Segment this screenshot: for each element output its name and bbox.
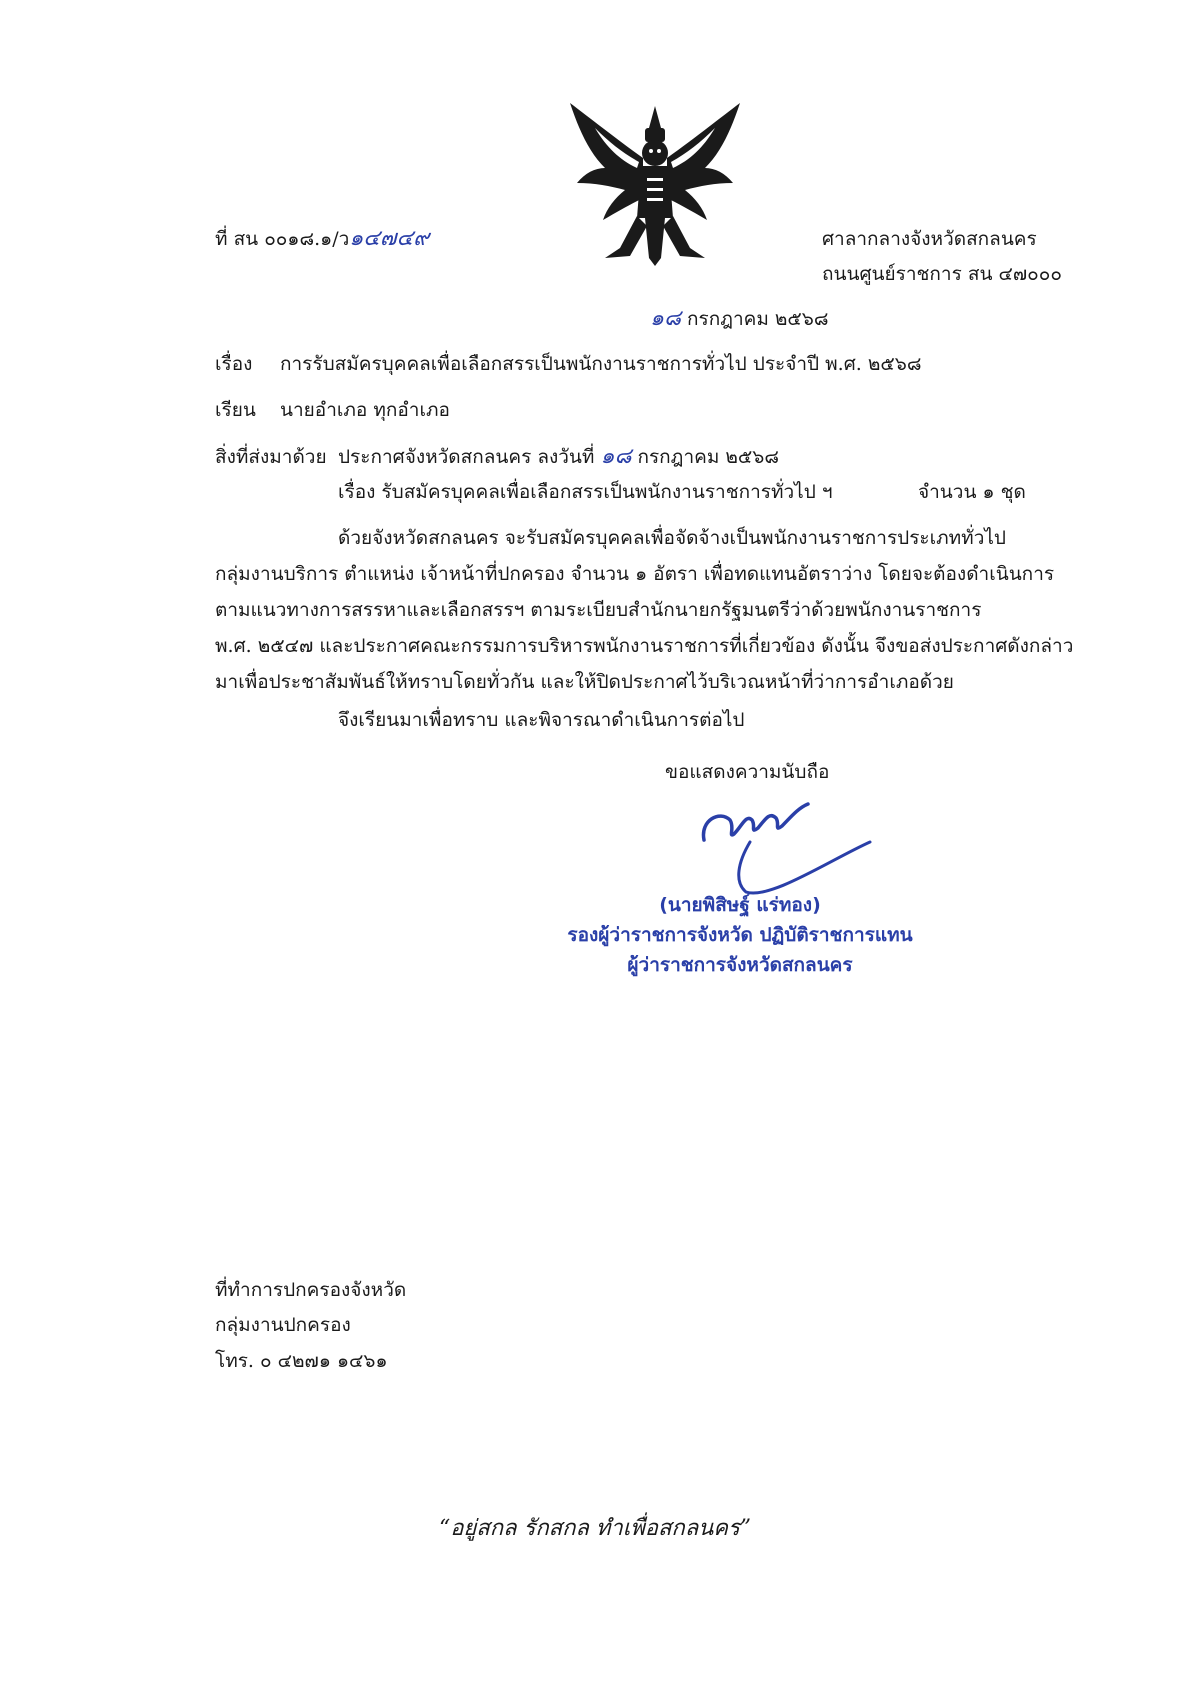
enclosure-line1: [338, 445, 779, 469]
signer-title-1: รองผู้ว่าราชการจังหวัด ปฏิบัติราชการแทน: [567, 924, 913, 946]
footer-phone: โทร. ๐ ๔๒๗๑ ๑๔๖๑: [215, 1350, 388, 1372]
body-line: กลุ่มงานบริการ ตำแหน่ง เจ้าหน้าที่ปกครอง จำนวน ๑ อัตรา เพื่อทดแทนอัตราว่าง โดยจะต้องดำเนินการ: [215, 563, 1055, 585]
subject-text: การรับสมัครบุคคลเพื่อเลือกสรรเป็นพนักงานราชการทั่วไป ประจำปี พ.ศ. ๒๕๖๘: [280, 353, 922, 375]
body-line: ด้วยจังหวัดสกลนคร จะรับสมัครบุคคลเพื่อจัดจ้างเป็นพนักงานราชการประเภททั่วไป: [338, 527, 1006, 549]
garuda-emblem-icon: [565, 98, 745, 268]
office-address: ถนนศูนย์ราชการ สน ๔๗๐๐๐: [822, 263, 1062, 285]
enclosure-day-handwritten: ๑๘: [600, 444, 632, 469]
enclosure-quantity: จำนวน ๑ ชุด: [918, 481, 1026, 503]
office-name: ศาลากลางจังหวัดสกลนคร: [822, 228, 1037, 250]
subject-label: เรื่อง: [215, 353, 253, 375]
recipient-label: เรียน: [215, 399, 256, 421]
ref-number-handwritten: ๑๔๗๔๙: [349, 226, 430, 251]
provincial-motto: “อยู่สกล รักสกล ทำเพื่อสกลนคร”: [438, 1516, 752, 1541]
enclosure-line2: เรื่อง รับสมัครบุคคลเพื่อเลือกสรรเป็นพนักงานราชการทั่วไป ฯ: [338, 481, 833, 503]
signer-title-2: ผู้ว่าราชการจังหวัดสกลนคร: [627, 954, 853, 976]
body-line: พ.ศ. ๒๕๔๗ และประกาศคณะกรรมการบริหารพนักงานราชการที่เกี่ยวข้อง ดังนั้น จึงขอส่งประกาศดังกล่าว: [215, 635, 1074, 657]
handwritten-signature: [690, 790, 880, 900]
footer-department-2: กลุ่มงานปกครอง: [215, 1314, 351, 1336]
closing-request: จึงเรียนมาเพื่อทราบ และพิจารณาดำเนินการต่อไป: [338, 709, 745, 731]
letter-date: [650, 307, 829, 331]
enclosure-label: สิ่งที่ส่งมาด้วย: [215, 446, 327, 468]
ref-prefix: ที่ สน ๐๐๑๘.๑/ว: [215, 228, 350, 250]
date-day-handwritten: ๑๘: [650, 306, 681, 331]
salutation: ขอแสดงความนับถือ: [665, 761, 830, 783]
body-line: มาเพื่อประชาสัมพันธ์ให้ทราบโดยทั่วกัน และให้ปิดประกาศไว้บริเวณหน้าที่ว่าการอำเภอด้วย: [215, 671, 954, 693]
body-paragraph: [215, 520, 1074, 700]
reference-number: [215, 227, 429, 251]
footer-department-1: ที่ทำการปกครองจังหวัด: [215, 1279, 407, 1301]
date-month-year: กรกฎาคม ๒๕๖๘: [686, 308, 829, 330]
body-line: ตามแนวทางการสรรหาและเลือกสรรฯ ตามระเบียบสำนักนายกรัฐมนตรีว่าด้วยพนักงานราชการ: [215, 599, 982, 621]
signature-block: [540, 890, 940, 980]
signer-name: (นายพิสิษฐ์ แร่ทอง): [659, 894, 821, 916]
recipient-text: นายอำเภอ ทุกอำเภอ: [280, 399, 450, 421]
enclosure-line1-prefix: ประกาศจังหวัดสกลนคร ลงวันที่: [338, 446, 595, 468]
enclosure-line1-suffix: กรกฎาคม ๒๕๖๘: [637, 446, 780, 468]
